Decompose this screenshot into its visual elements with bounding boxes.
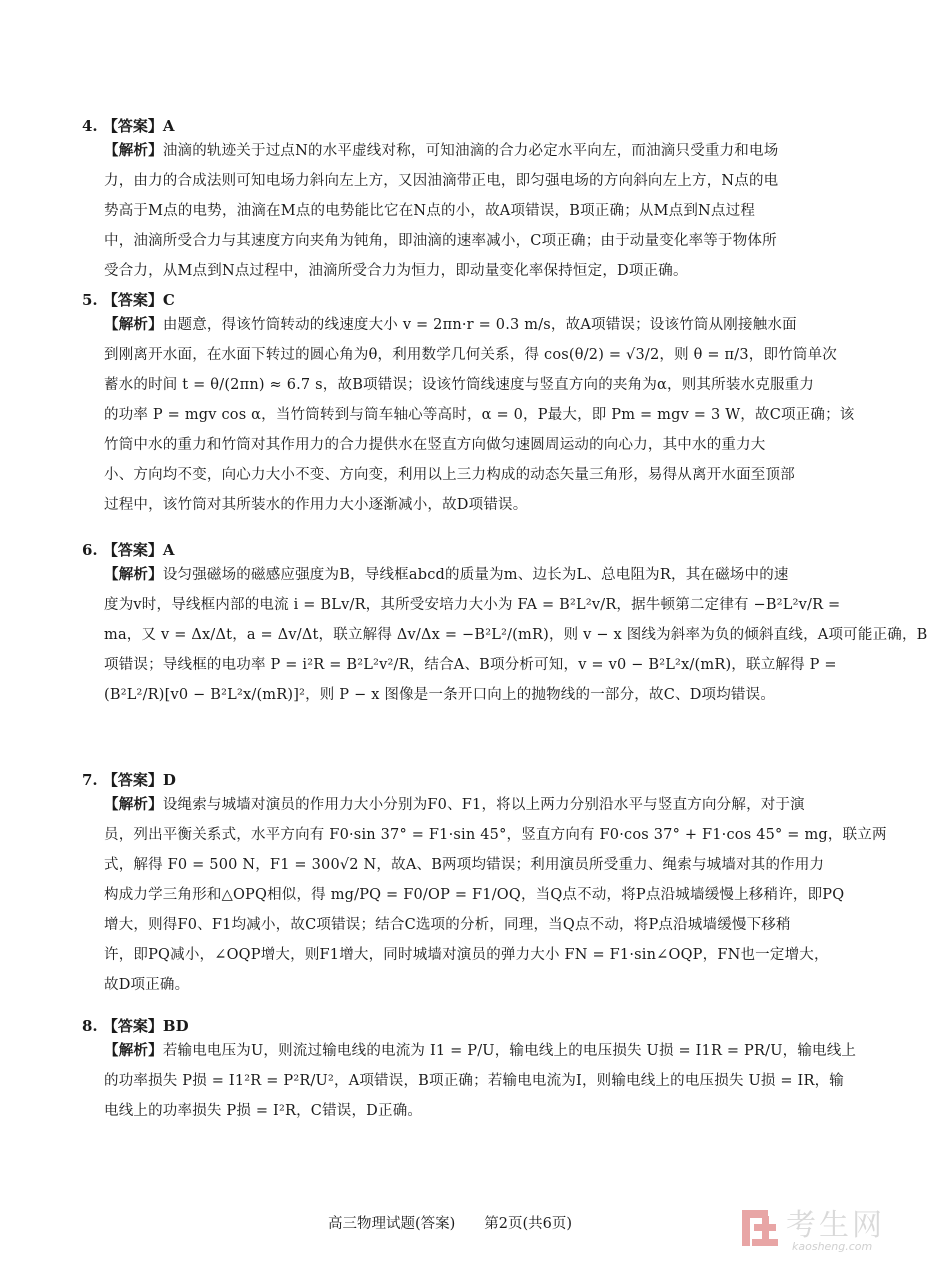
question-7-header [82,770,822,790]
kaosheng-logo-icon [740,1206,780,1250]
analysis-line: 中，油滴所受合力与其速度方向夹角为钝角，即油滴的速率减小，C项正确；由于动量变化率等于物体所 [104,233,777,249]
analysis-line: 力，由力的合成法则可知电场力斜向左上方，又因油滴带正电，即匀强电场的方向斜向左上方，N点的电 [104,173,779,189]
watermark-logo [740,1200,890,1260]
analysis-tag: 【解析】 [104,1042,163,1059]
analysis-line: 竹筒中水的重力和竹筒对其作用力的合力提供水在竖直方向做匀速圆周运动的向心力，其中水的重力大 [104,437,766,453]
question-5-header [82,290,822,310]
question-number: 4. [82,117,98,135]
analysis-line: 电线上的功率损失 P损 = I²R，C错误，D正确。 [104,1103,423,1119]
answer-value: C [162,291,175,309]
analysis-line: 构成力学三角形和△OPQ相似，得 mg/PQ = F0/OP = F1/OQ，当Q点不动，将P点沿城墙缓慢上移稍许，即PQ [104,887,845,903]
analysis-line: (B²L²/R)[v0 − B²L²x/(mR)]²，则 P − x 图像是一条开口向上的抛物线的一部分，故C、D项均错误。 [104,687,776,703]
analysis-line: 【解析】设绳索与城墙对演员的作用力大小分别为F0、F1，将以上两力分别沿水平与竖直方向分解，对于演 [104,796,805,813]
question-number: 8. [82,1017,98,1035]
analysis-tag: 【解析】 [104,316,163,333]
answer-tag: 【答案】 [102,117,163,135]
analysis [104,310,855,520]
analysis-line: 【解析】由题意，得该竹筒转动的线速度大小 v = 2πn·r = 0.3 m/s，故A项错误；设该竹筒从刚接触水面 [104,316,797,333]
watermark-text: 考生网 [786,1208,885,1243]
question-6 [82,540,928,710]
analysis-line: 蓄水的时间 t = θ/(2πn) ≈ 6.7 s，故B项错误；设该竹筒线速度与竖直方向的夹角为α，则其所装水克服重力 [104,377,815,393]
analysis-line: 受合力，从M点到N点过程中，油滴所受合力为恒力，即动量变化率保持恒定，D项正确。 [104,263,688,279]
analysis-line: 【解析】油滴的轨迹关于过点N的水平虚线对称，可知油滴的合力必定水平向左，而油滴只受重力和电场 [104,142,779,159]
question-8 [82,1016,857,1126]
answer-value: BD [162,1017,189,1035]
answer-tag: 【答案】 [102,1017,163,1035]
analysis [104,560,928,710]
answer-value: D [162,771,176,789]
analysis-line: 式，解得 F0 = 500 N，F1 = 300√2 N，故A、B两项均错误；利用演员所受重力、绳索与城墙对其的作用力 [104,857,825,873]
question-number: 5. [82,291,98,309]
analysis-line: 故D项正确。 [104,977,190,993]
page-footer: 高三物理试题(答案) 第2页(共6页) [327,1216,573,1232]
analysis-line: 过程中，该竹筒对其所装水的作用力大小逐渐减小，故D项错误。 [104,497,528,513]
question-number: 7. [82,771,98,789]
answer-value: A [162,541,175,559]
question-5 [82,290,855,520]
analysis-line: 【解析】若输电电压为U，则流过输电线的电流为 I1 = P/U，输电线上的电压损失 U损 = I1R = PR/U，输电线上 [104,1042,857,1059]
analysis [104,1036,857,1126]
question-7 [82,770,887,1000]
answer-tag: 【答案】 [102,541,163,559]
question-number: 6. [82,541,98,559]
answer-tag: 【答案】 [102,771,163,789]
analysis-tag: 【解析】 [104,142,163,159]
analysis-line: ma，又 v = Δx/Δt，a = Δv/Δt，联立解得 Δv/Δx = −B²L²/(mR)，则 v − x 图线为斜率为负的倾斜直线，A项可能正确，B [104,627,928,643]
analysis [104,136,822,286]
analysis-line: 项错误；导线框的电功率 P = i²R = B²L²v²/R，结合A、B项分析可知，v = v0 − B²L²x/(mR)，联立解得 P = [104,657,837,673]
answer-tag: 【答案】 [102,291,163,309]
watermark-url: kaosheng.com [792,1240,873,1253]
answer-value: A [162,117,175,135]
analysis-line: 到刚离开水面，在水面下转过的圆心角为θ，利用数学几何关系，得 cos(θ/2) = √3/2，则 θ = π/3，即竹筒单次 [104,347,837,363]
question-4-header [82,116,822,136]
analysis-line: 许，即PQ减小，∠OQP增大，则F1增大，同时城墙对演员的弹力大小 FN = F1·sin∠OQP，FN也一定增大， [104,947,829,963]
analysis-line: 小、方向均不变，向心力大小不变、方向变，利用以上三力构成的动态矢量三角形，易得从离开水面至顶部 [104,467,795,483]
question-4 [82,116,822,286]
question-6-header [82,540,822,560]
analysis-line: 度为v时，导线框内部的电流 i = BLv/R，其所受安培力大小为 FA = B²L²v/R，据牛顿第二定律有 −B²L²v/R = [104,597,841,613]
analysis-line: 【解析】设匀强磁场的磁感应强度为B，导线框abcd的质量为m、边长为L、总电阻为R，其在磁场中的速 [104,566,789,583]
analysis-line: 员，列出平衡关系式，水平方向有 F0·sin 37° = F1·sin 45°，竖直方向有 F0·cos 37° + F1·cos 45° = mg，联立两 [104,827,887,843]
analysis-line: 势高于M点的电势，油滴在M点的电势能比它在N点的小，故A项错误，B项正确；从M点到N点过程 [104,203,756,219]
analysis-line: 的功率损失 P损 = I1²R = P²R/U²，A项错误，B项正确；若输电电流为I，则输电线上的电压损失 U损 = IR，输 [104,1073,844,1089]
analysis-tag: 【解析】 [104,566,163,583]
question-8-header [82,1016,822,1036]
analysis [104,790,887,1000]
analysis-line: 的功率 P = mgv cos α，当竹筒转到与筒车轴心等高时，α = 0，P最大，即 Pm = mgv = 3 W，故C项正确；该 [104,407,855,423]
analysis-line: 增大，则得F0、F1均减小，故C项错误；结合C选项的分析，同理，当Q点不动，将P点沿城墙缓慢下移稍 [104,917,791,933]
analysis-tag: 【解析】 [104,796,163,813]
